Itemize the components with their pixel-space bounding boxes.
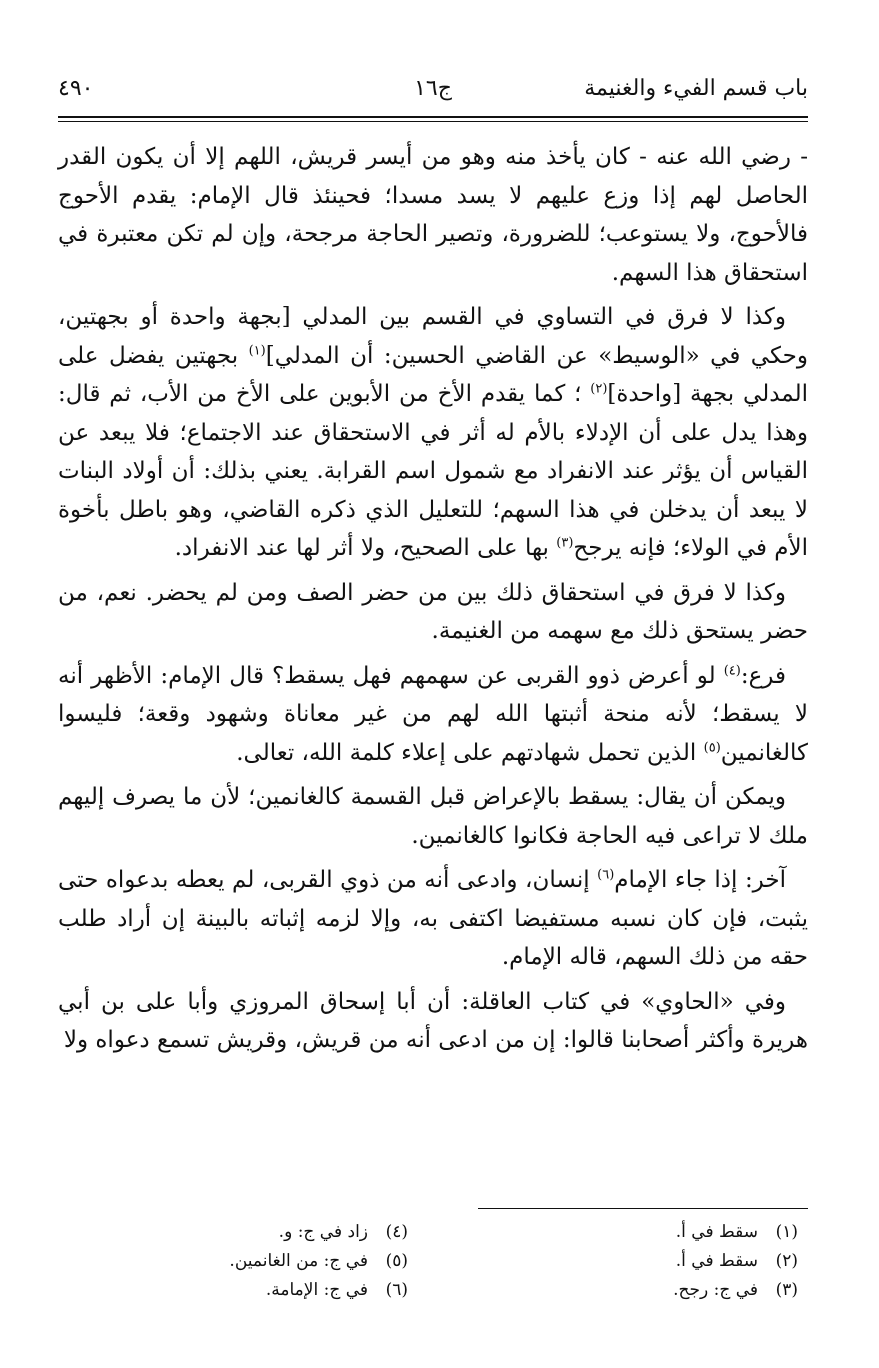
footnote-text: في ج: الإمامة. bbox=[265, 1280, 368, 1300]
footnote-item bbox=[108, 1218, 408, 1247]
text-run: بها على الصحيح، ولا أثر لها عند الانفراد. bbox=[174, 535, 557, 561]
footnote-ref: (٣) bbox=[556, 535, 574, 551]
footnote-item bbox=[108, 1276, 408, 1305]
footnote-number: (٢) bbox=[775, 1251, 798, 1271]
footnote-item bbox=[498, 1247, 798, 1276]
page-number: ٤٩٠ bbox=[58, 76, 94, 101]
chapter-title: باب قسم الفيء والغنيمة bbox=[584, 76, 808, 101]
footnote-item bbox=[498, 1276, 798, 1305]
footnote-ref: (٤) bbox=[723, 662, 741, 678]
text-run: الذين تحمل شهادتهم على إعلاء كلمة الله، تعالى. bbox=[236, 739, 704, 766]
footnote-ref: (١) bbox=[248, 342, 266, 358]
footnote-number: (٤) bbox=[385, 1222, 408, 1242]
footnote-number: (١) bbox=[775, 1222, 798, 1242]
text-run: فرع: bbox=[740, 662, 786, 689]
footnote-ref: (٥) bbox=[703, 739, 721, 755]
footnote-item bbox=[108, 1247, 408, 1276]
text-run: وفي «الحاوي» في كتاب العاقلة: أن أبا إسحاق المروزي وأبا على بن أبي هريرة وأكثر أصحابنا قالوا: إن من ادعى أنه من قريش، وقريش تسمع دعواه ولا bbox=[58, 988, 808, 1053]
footnotes-column-left bbox=[108, 1218, 408, 1305]
text-run: - رضي الله عنه - كان يأخذ منه وهو من أيسر قريش، اللهم إلا أن يكون القدر الحاصل لهم إذا وزع عليهم لا يسد مسدا؛ فحينئذ قال الإمام: يقدم الأحوج فالأحوج، ولا يستوعب؛ للضرورة، وتصير الحاجة مرجحة، وإن لم تكن معتبرة في استحقاق هذا السهم. bbox=[58, 144, 809, 286]
footnote-item bbox=[498, 1218, 798, 1247]
footnotes-column-right bbox=[498, 1218, 798, 1305]
footnote-number: (٦) bbox=[385, 1280, 408, 1300]
text-run: ويمكن أن يقال: يسقط بالإعراض قبل القسمة كالغانمين؛ لأن ما يصرف إليهم ملك لا تراعى فيه الحاجة فكانوا كالغانمين. bbox=[58, 784, 808, 849]
page-header bbox=[58, 70, 808, 114]
footnote-number: (٣) bbox=[775, 1280, 798, 1300]
footnote-text: سقط في أ. bbox=[675, 1251, 758, 1271]
footnote-ref: (٢) bbox=[590, 381, 608, 397]
paragraph bbox=[58, 983, 808, 1060]
text-run: لو أعرض ذوو القربى عن سهمهم فهل يسقط؟ قال الإمام: الأظهر أنه لا يسقط؛ لأنه منحة أثبتها الله لهم من غير معاناة وشهود وقعة؛ فليسوا كالغانمين bbox=[58, 662, 808, 766]
paragraph bbox=[58, 138, 808, 292]
text-run: ؛ كما يقدم الأخ من الأبوين على الأخ من الأب، ثم قال: وهذا يدل على أن الإدلاء بالأم له أثر في الاستحقاق عند الاجتماع؛ فلا يبعد عن القياس أن يؤثر عند الانفراد مع شمول اسم القرابة. يعني بذلك: أن أولاد البنات لا يبعد أن يدخلن في هذا السهم؛ للتعليل الذي ذكره القاضي، وهو باطل بأخوة الأم في الولاء؛ فإنه يرجح bbox=[58, 381, 808, 561]
text-run: بجهتين يفضل على المدلي بجهة [واحدة] bbox=[58, 342, 808, 407]
volume-label: ج١٦ bbox=[414, 76, 452, 101]
footnote-number: (٥) bbox=[385, 1251, 408, 1271]
paragraph bbox=[58, 574, 808, 651]
paragraph bbox=[58, 861, 808, 977]
footnote-separator bbox=[478, 1208, 808, 1209]
footnote-ref: (٦) bbox=[597, 867, 615, 883]
footnote-text: زاد في ج: و. bbox=[278, 1222, 368, 1242]
paragraph bbox=[58, 778, 808, 855]
header-rule-thin bbox=[58, 121, 808, 122]
text-run: وكذا لا فرق في استحقاق ذلك بين من حضر الصف ومن لم يحضر. نعم، من حضر يستحق ذلك مع سهمه من الغنيمة. bbox=[58, 579, 808, 644]
text-run: إنسان، وادعى أنه من ذوي القربى، لم يعطه بدعواه حتى يثبت، فإن كان نسبه مستفيضا اكتفى به، وإلا لزمه إثباته بالبينة إن أراد طلب حقه من ذلك السهم، قاله الإمام. bbox=[58, 867, 808, 970]
main-text bbox=[58, 138, 808, 1060]
book-page bbox=[58, 70, 809, 1300]
paragraph bbox=[58, 657, 808, 773]
footnote-text: في ج: من الغانمين. bbox=[229, 1251, 368, 1271]
text-run: وكذا لا فرق في التساوي في القسم بين المدلي [بجهة واحدة أو بجهتين، وحكي في «الوسيط» عن القاضي الحسين: أن المدلي] bbox=[58, 304, 808, 369]
footnote-text: سقط في أ. bbox=[675, 1222, 758, 1242]
header-rule-thick bbox=[58, 116, 808, 118]
paragraph bbox=[58, 298, 808, 568]
text-run: آخر: إذا جاء الإمام bbox=[614, 867, 786, 893]
footnote-text: في ج: رجح. bbox=[673, 1280, 758, 1300]
